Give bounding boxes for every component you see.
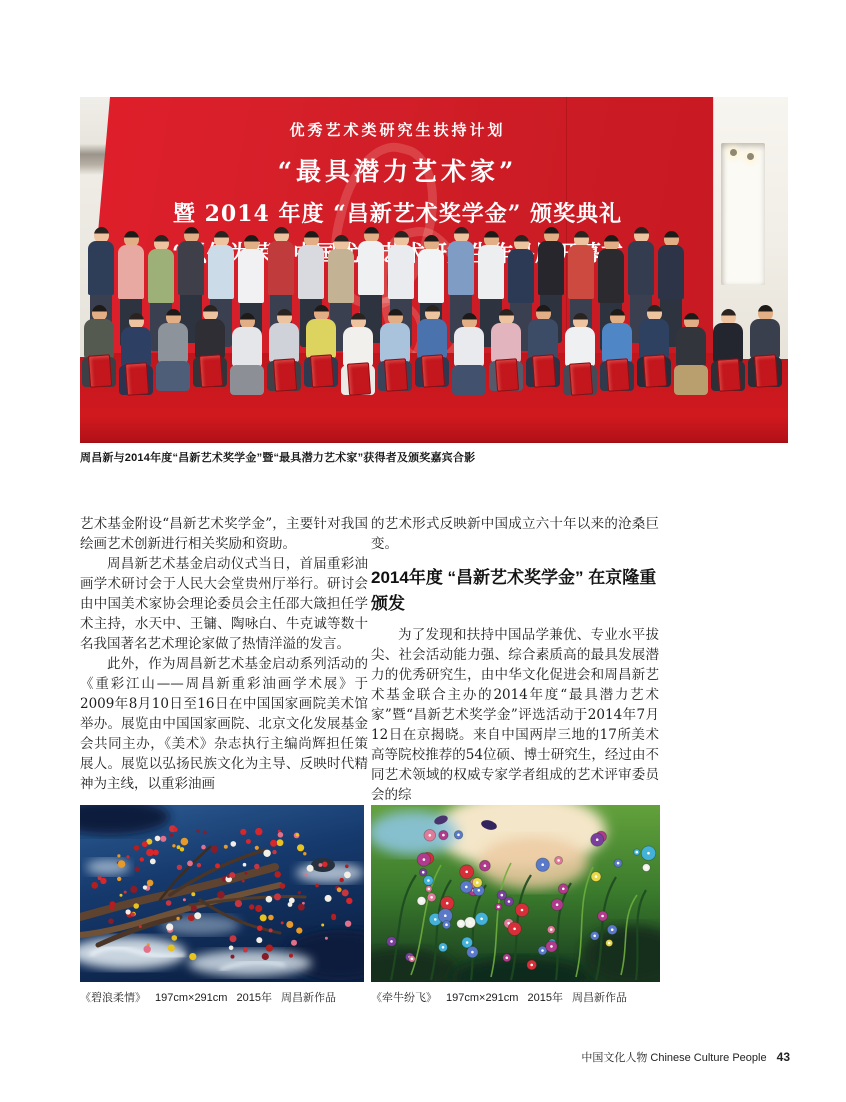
ceremony-photo [80, 97, 788, 443]
award-certificate [421, 354, 445, 387]
paragraph: 周昌新艺术基金启动仪式当日，首届重彩油画学术研讨会于人民大会堂贵州厅举行。研讨会由中国美术家协会理论委员会主任邵大箴担任学术主持，水天中、王镛、陶咏白、牛克诚等数十名我国著名艺术理论家做了热情洋溢的发言。 [80, 556, 368, 652]
painting-artist: 周昌新作品 [571, 992, 627, 1004]
painting-caption-left [80, 989, 345, 1005]
award-certificate [310, 354, 334, 387]
article-column-right [371, 514, 659, 805]
magazine-name-cn: 中国文化人物 [581, 1052, 648, 1064]
painting-size: 197cm×291cm [446, 992, 519, 1004]
person [674, 313, 708, 395]
award-certificate [384, 358, 408, 391]
person [82, 305, 116, 387]
painting-year: 2015年 [527, 992, 563, 1004]
person [230, 313, 264, 395]
award-certificate [606, 358, 630, 391]
banner-line-1: 优秀艺术类研究生扶持计划 [289, 121, 506, 139]
painting-title: 《牵牛纷飞》 [371, 992, 437, 1004]
painting-qianniu-fenfei [371, 805, 660, 982]
person [637, 305, 671, 387]
photo-caption: 周昌新与2014年度“昌新艺术奖学金”暨“最具潜力艺术家”获得者及颁奖嘉宾合影 [80, 452, 476, 464]
painting-caption-right [371, 989, 636, 1005]
painting-artist: 周昌新作品 [280, 992, 336, 1004]
person [156, 309, 190, 391]
person [563, 313, 597, 395]
person [119, 313, 153, 395]
award-certificate [88, 354, 112, 387]
painting-size: 197cm×291cm [155, 992, 228, 1004]
award-certificate [717, 358, 741, 391]
page-footer [430, 1049, 790, 1065]
award-certificate [347, 362, 371, 395]
painting-year: 2015年 [236, 992, 272, 1004]
paragraph: 艺术基金附设“昌新艺术奖学金”，主要针对我国绘画艺术创新进行相关奖励和资助。 [80, 516, 368, 552]
award-certificate [569, 362, 593, 395]
person [267, 309, 301, 391]
award-certificate [532, 354, 556, 387]
painting-image [80, 805, 364, 982]
painting-title: 《碧浪柔情》 [80, 992, 146, 1004]
award-certificate [199, 354, 223, 387]
person [452, 313, 486, 395]
page-number: 43 [776, 1050, 790, 1064]
person [600, 309, 634, 391]
person [378, 309, 412, 391]
award-certificate [754, 354, 778, 387]
award-certificate [643, 354, 667, 387]
person [304, 305, 338, 387]
crouching-awardees-row [80, 97, 788, 443]
person [526, 305, 560, 387]
banner-line-2: “最具潜力艺术家” [277, 157, 518, 186]
person [489, 309, 523, 391]
person [711, 309, 745, 391]
article-column-left [80, 514, 368, 794]
person [415, 305, 449, 387]
magazine-name-en: Chinese Culture People [650, 1052, 767, 1064]
award-certificate [495, 358, 519, 391]
person [748, 305, 782, 387]
person [341, 313, 375, 395]
person [193, 305, 227, 387]
painting-bilang-rouqing [80, 805, 364, 982]
award-certificate [125, 362, 149, 395]
paragraph: 为了发现和扶持中国品学兼优、专业水平拔尖、社会活动能力强、综合素质高的最具发展潜力的优秀研究生，由中华文化促进会和周昌新艺术基金联合主办的2014年度“最具潜力艺术家”暨“昌新艺术奖学金”评选活动于2014年7月12日在京揭晓。来自中国两岸三地的17所美术高等院校推荐的54位硕、博士研究生，经过由不同艺术领域的权威专家学者组成的艺术评审委员会的综 [371, 627, 659, 803]
section-heading: 2014年度 “昌新艺术奖学金” 在京隆重颁发 [371, 568, 657, 613]
award-certificate [273, 358, 297, 391]
painting-image [371, 805, 660, 982]
paragraph: 的艺术形式反映新中国成立六十年以来的沧桑巨变。 [371, 516, 659, 552]
banner-line-3: 暨 2014 年度 “昌新艺术奖学金” 颁奖典礼 [172, 201, 623, 227]
paragraph: 此外，作为周昌新艺术基金启动系列活动的《重彩江山——周昌新重彩油画学术展》于2009年8月10日至16日在中国国家画院美术馆举办。展览由中国国家画院、北京文化发展基金会共同主办，《美术》杂志执行主编尚辉担任策展人。展览以弘扬民族文化为主导、反映时代精神为主线，以重彩油画 [80, 656, 368, 792]
